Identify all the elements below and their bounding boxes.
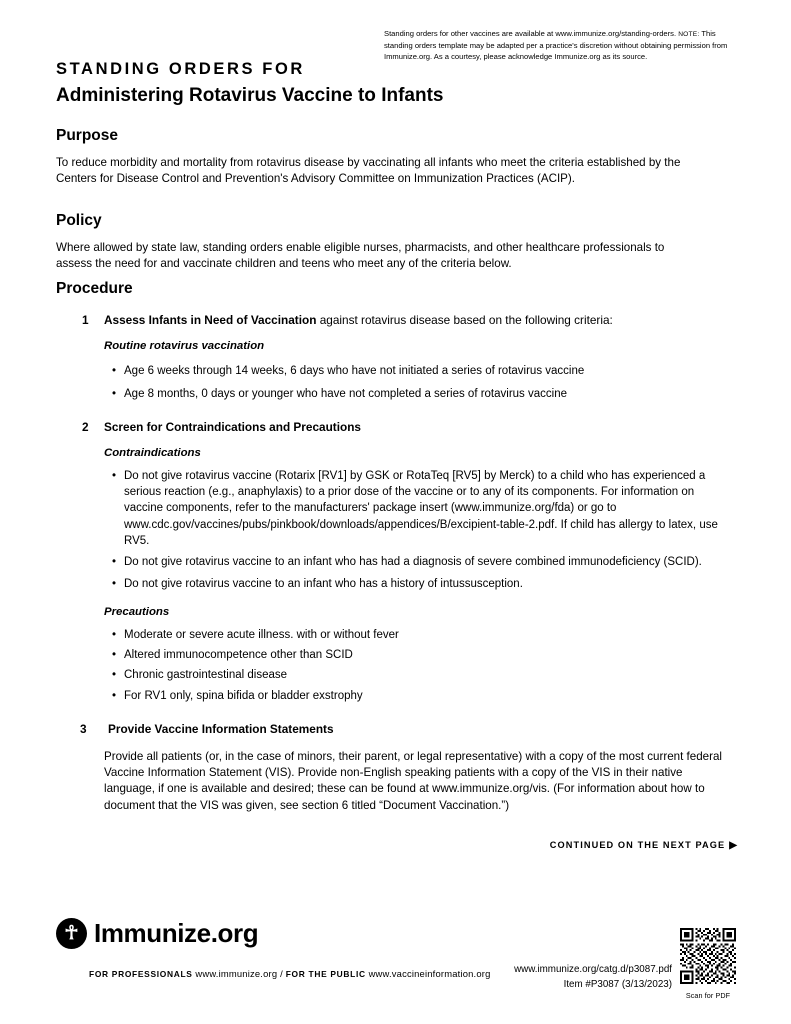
page-title: Administering Rotavirus Vaccine to Infants [56,85,444,106]
item-number: Item #P3087 (3/13/2023) [563,979,672,990]
list-item: • Age 6 weeks through 14 weeks, 6 days who have not initiated a series of rotavirus vaccine [112,363,738,379]
top-note-label: NOTE: [678,31,700,38]
procedure-item-1 [56,312,738,329]
list-item: • Altered immunocompetence other than SCID [112,647,738,663]
top-note-line2: This standing orders template may be adapted per a practice's discretion without obtaining permission from Immunize.org. As a courtesy, please acknowledge Immunize.org as its source. [384,29,728,62]
list-item: • Age 8 months, 0 days or younger who have not completed a series of rotavirus vaccine [112,386,738,402]
continued-label: CONTINUED ON THE NEXT PAGE [549,840,726,850]
procedure-item-1-rest: against rotavirus disease based on the following criteria: [316,313,613,327]
procedure-item-2-number: 2 [82,420,89,435]
procedure-item-1-title: Assess Infants in Need of Vaccination [104,313,317,327]
list-item: • Do not give rotavirus vaccine to an infant who has a history of intussusception. [112,576,732,592]
procedure-item-3 [56,721,738,738]
routine-vaccination-subhead: Routine rotavirus vaccination [104,339,265,352]
footer-catalog-info [486,962,672,992]
section-procedure [56,280,738,814]
top-note-line1: Standing orders for other vaccines are available at www.immunize.org/standing-orders. [384,29,677,38]
footer-links [89,968,491,979]
arrow-right-icon: ▶ [729,840,738,851]
purpose-heading: Purpose [56,127,119,144]
list-item: • For RV1 only, spina bifida or bladder exstrophy [112,688,738,704]
procedure-item-2 [56,419,738,436]
document-kicker: STANDING ORDERS FOR [56,60,305,78]
policy-heading: Policy [56,212,102,229]
procedure-heading: Procedure [56,280,133,297]
procedure-item-3-paragraph: Provide all patients (or, in the case of minors, their parent, or legal representative) with a copy of the most current federal Vaccine Information Statement (VIS). Provide non-English speaking patients with a copy of the VIS in their native language, if one is available and desired; these can be found at www.immunize.org/vis. (For information about how to document that the VIS was given, see section 6 titled “Document Vaccination.”) [104,749,722,812]
for-public-label: FOR THE PUBLIC [285,969,366,979]
continued-note [56,840,738,851]
procedure-item-1-bullets [112,363,738,403]
precautions-bullets [112,627,738,704]
qr-code-icon[interactable] [680,928,736,984]
immunize-logo-text: Immunize.org [94,918,259,948]
qr-code-block [678,928,738,1000]
precautions-subhead: Precautions [104,605,170,618]
purpose-text: To reduce morbidity and mortality from rotavirus disease by vaccinating all infants who meet the criteria established by the Centers for Disease Control and Prevention's Advisory Committee on Immunization Practices (ACIP). [56,156,681,186]
policy-text: Where allowed by state law, standing orders enable eligible nurses, pharmacists, and other healthcare professionals to assess the need for and vaccinate children and teens who meet any of the criteria below. [56,241,665,271]
contraindications-subhead: Contraindications [104,446,201,459]
list-item: • Chronic gastrointestinal disease [112,667,738,683]
qr-caption: Scan for PDF [685,991,731,1000]
list-item: • Do not give rotavirus vaccine to an infant who has had a diagnosis of severe combined immunodeficiency (SCID). [112,554,732,570]
page-footer [56,918,738,1002]
top-note [384,28,738,63]
procedure-item-1-number: 1 [82,313,89,327]
section-policy [56,212,738,273]
section-purpose [56,127,738,188]
for-professionals-label: FOR PROFESSIONALS [89,969,193,979]
catalog-url[interactable]: www.immunize.org/catg.d/p3087.pdf [514,964,672,975]
procedure-item-2-title: Screen for Contraindications and Precautions [104,420,361,435]
immunize-logo[interactable] [56,918,258,949]
procedure-item-3-title: Provide Vaccine Information Statements [108,722,334,737]
for-public-url[interactable]: www.vaccineinformation.org [368,968,491,979]
for-professionals-url[interactable]: www.immunize.org [195,968,278,979]
list-item: • Moderate or severe acute illness. with or without fever [112,627,738,643]
contraindications-bullets [112,468,732,592]
immunize-logo-icon: ☥ [56,918,87,949]
list-item: • Do not give rotavirus vaccine (Rotarix [RV1] by GSK or RotaTeq [RV5] by Merck) to a child who has experienced a serious reaction (e.g., anaphylaxis) to a prior dose of the vaccine or to any of its components. For information on vaccine components, refer to the manufacturers' package insert (www.immunize.org/fda) or go to www.cdc.gov/vaccines/pubs/pinkbook/downloads/appendices/B/excipient-table-2.pdf. If child has allergy to latex, use RV5. [112,468,732,549]
procedure-item-3-number: 3 [80,722,87,737]
footer-separator: / [280,968,283,979]
